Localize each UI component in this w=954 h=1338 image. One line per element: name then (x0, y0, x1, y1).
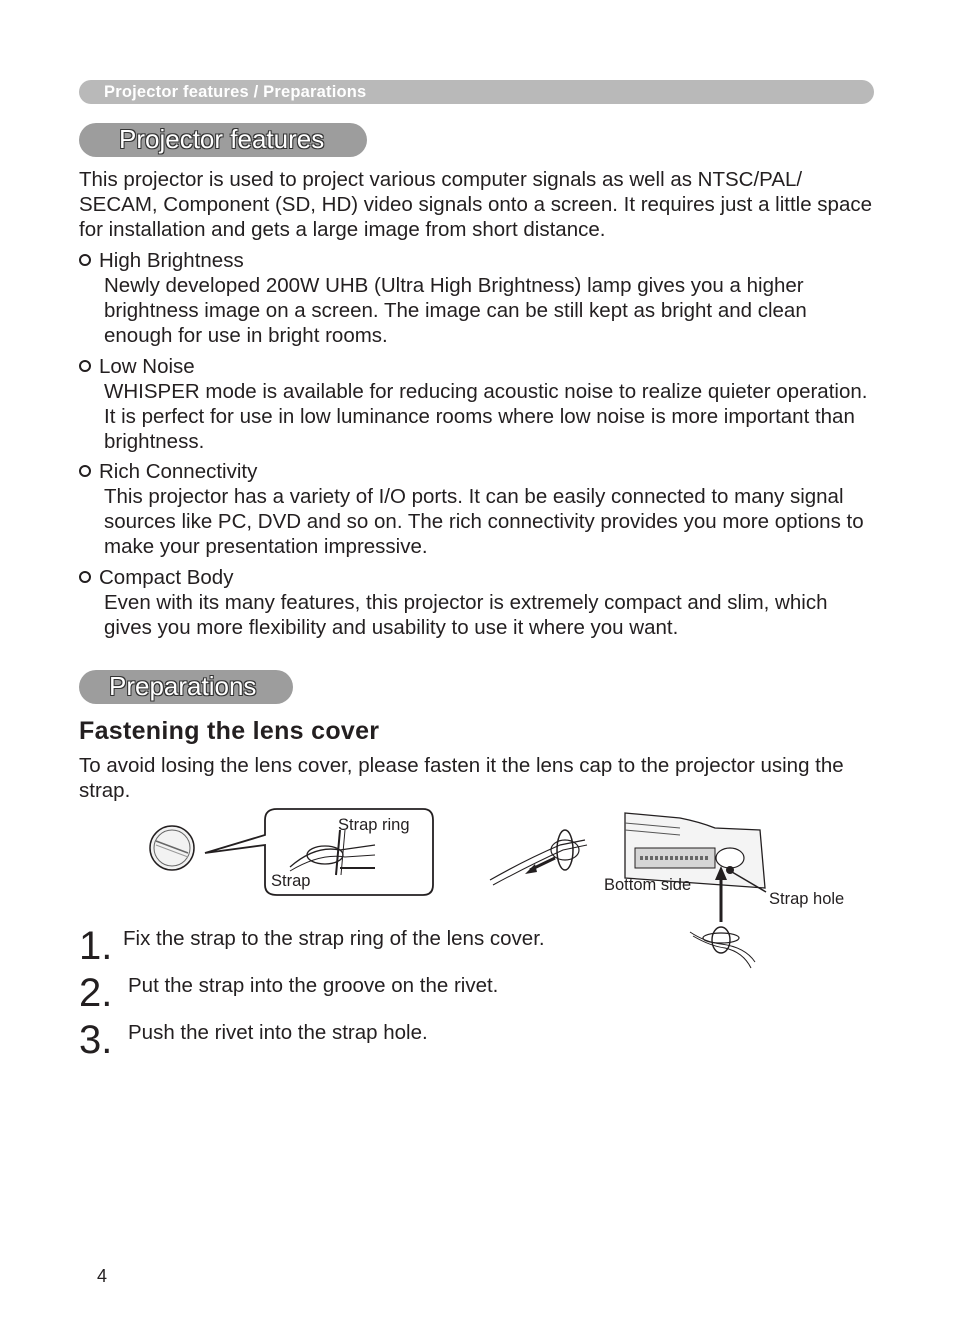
preparations-intro: To avoid losing the lens cover, please fasten it the lens cap to the projector using the strap. (79, 754, 844, 802)
step-text: Push the rivet into the strap hole. (128, 1021, 428, 1044)
breadcrumb-bar (79, 80, 874, 104)
label-bottom-side: Bottom side (604, 876, 692, 894)
section-heading-features-text: Projector features (119, 124, 325, 154)
step-text: Put the strap into the groove on the rivet. (128, 974, 499, 997)
step-number: 3. (79, 1018, 113, 1062)
circle-bullet-icon (79, 465, 91, 477)
subsection-title: Fastening the lens cover (79, 717, 380, 745)
section-heading-preparations (79, 670, 293, 704)
section-heading-features (79, 123, 367, 157)
feature-title: Compact Body (99, 566, 234, 589)
rivet-insert-illustration (685, 862, 765, 974)
label-strap-hole: Strap hole (769, 890, 845, 908)
circle-bullet-icon (79, 571, 91, 583)
feature-title: High Brightness (99, 249, 244, 272)
rivet-strap-illustration (485, 820, 595, 890)
circle-bullet-icon (79, 360, 91, 372)
feature-item-compact-body (79, 565, 233, 590)
breadcrumb: Projector features / Preparations (104, 83, 367, 101)
feature-title: Rich Connectivity (99, 460, 258, 483)
circle-bullet-icon (79, 254, 91, 266)
step-text: Fix the strap to the strap ring of the lens cover. (123, 927, 545, 950)
feature-desc: Even with its many features, this projector is extremely compact and slim, which gives you more flexibility and usability to use it where you want. (104, 591, 828, 639)
feature-item-high-brightness (79, 248, 244, 273)
features-intro: This projector is used to project various computer signals as well as NTSC/PAL/ SECAM, Component (SD, HD) video signals onto a screen. It requires just a little space for installation and gets a large image from short distance. (79, 168, 873, 241)
page-number: 4 (97, 1266, 108, 1286)
feature-item-low-noise (79, 354, 195, 379)
label-strap-ring: Strap ring (338, 816, 410, 834)
feature-desc: This projector has a variety of I/O ports. It can be easily connected to many signal sources like PC, DVD and so on. The rich connectivity provides you more options to make your presentation impressive. (104, 485, 864, 558)
feature-desc: WHISPER mode is available for reducing acoustic noise to realize quieter operation. It is perfect for use in low luminance rooms where low noise is more important than brightness. (104, 380, 868, 453)
feature-item-rich-connectivity (79, 459, 257, 484)
feature-desc: Newly developed 200W UHB (Ultra High Brightness) lamp gives you a higher brightness image on a screen. The image can be still kept as bright and clean enough for use in bright rooms. (104, 274, 807, 347)
section-heading-preparations-text: Preparations (109, 671, 257, 701)
step-number: 1. (79, 924, 113, 968)
feature-title: Low Noise (99, 355, 195, 378)
step-number: 2. (79, 971, 113, 1015)
label-strap: Strap (271, 872, 311, 890)
